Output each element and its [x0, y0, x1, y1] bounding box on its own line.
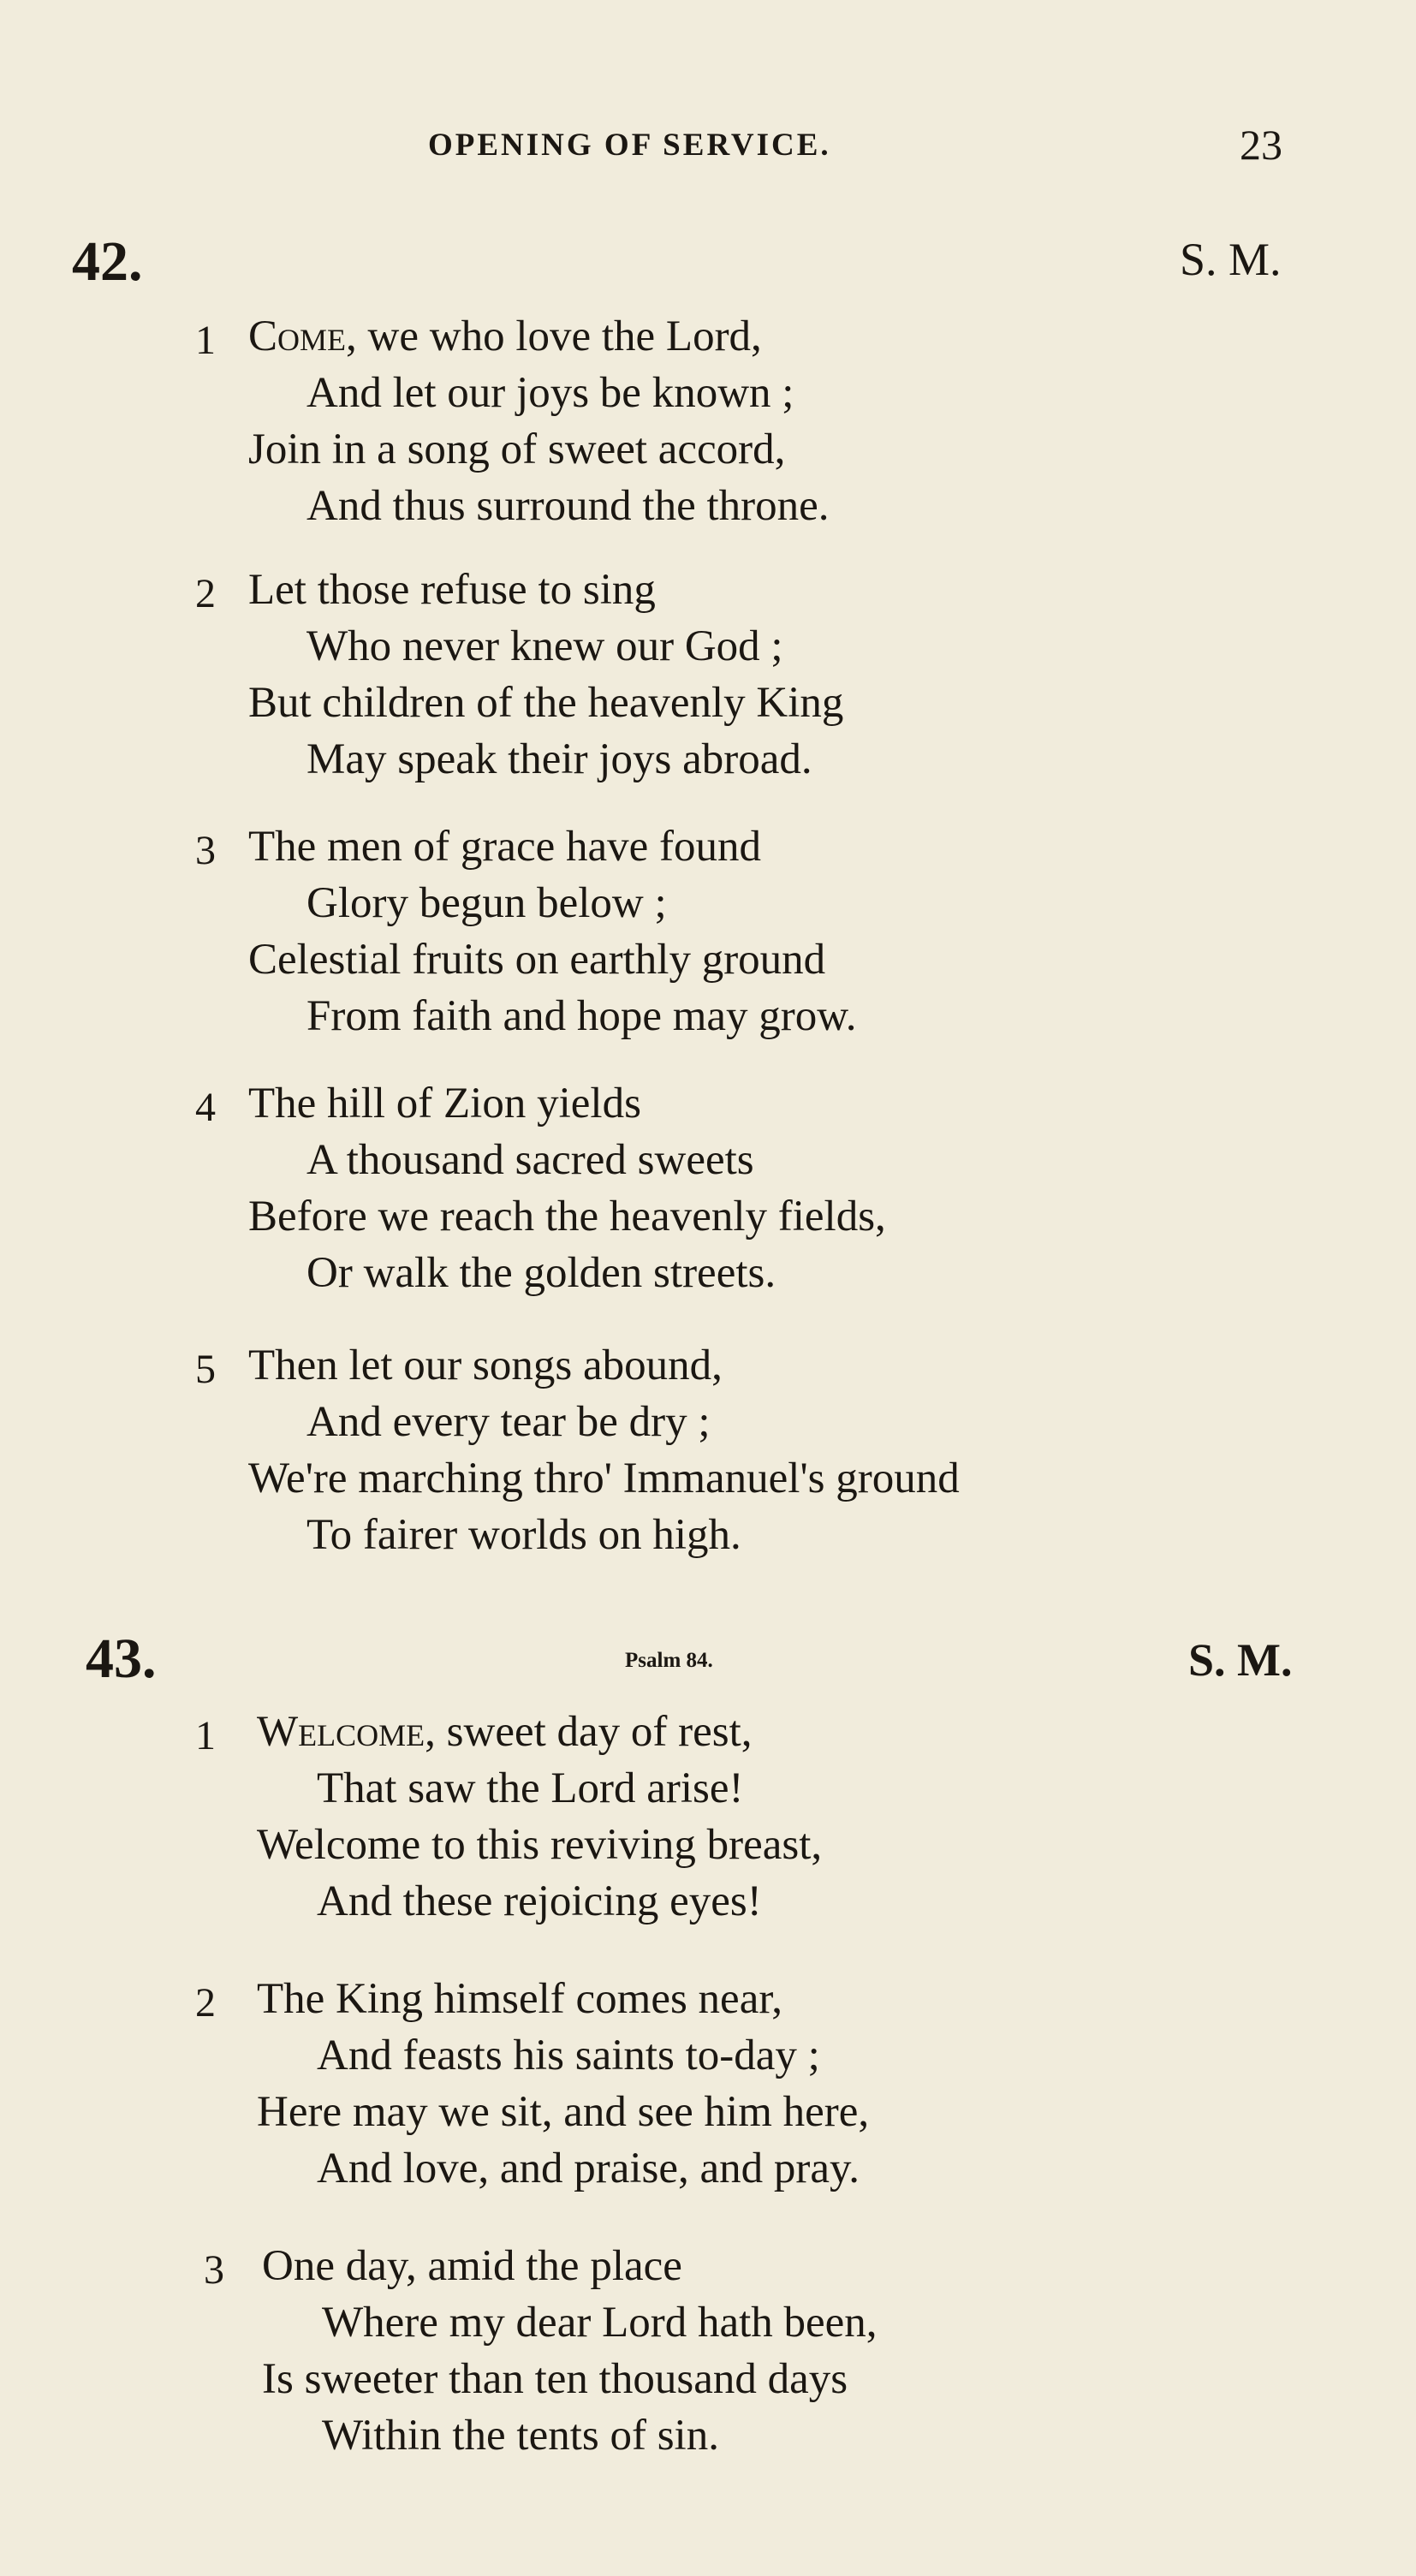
verse-line: A thousand sacred sweets	[306, 1136, 754, 1184]
first-word: Come,	[248, 312, 357, 360]
verse-line: Let those refuse to sing	[248, 566, 656, 614]
verse-line: Come, we who love the Lord,	[248, 312, 762, 360]
verse-line: The men of grace have found	[248, 823, 761, 871]
verse-line: And these rejoicing eyes!	[317, 1877, 762, 1925]
verse-line: Is sweeter than ten thousand days	[262, 2355, 848, 2403]
verse-line: And thus surround the throne.	[306, 482, 830, 530]
page-number: 23	[1240, 121, 1282, 169]
verse-line: Before we reach the heavenly fields,	[248, 1193, 886, 1240]
verse-line: And love, and praise, and pray.	[317, 2145, 860, 2192]
verse-line: To fairer worlds on high.	[306, 1511, 741, 1559]
verse-number: 5	[195, 1347, 216, 1392]
verse-line: And let our joys be known ;	[306, 369, 794, 417]
verse-number: 1	[195, 1713, 216, 1758]
verse-line: Welcome, sweet day of rest,	[257, 1708, 753, 1756]
verse-line: The King himself comes near,	[257, 1975, 783, 2023]
verse-line: From faith and hope may grow.	[306, 992, 857, 1040]
hymn-meter: S. M.	[1188, 1634, 1293, 1686]
verse-number: 2	[195, 571, 216, 616]
verse-line: Or walk the golden streets.	[306, 1249, 776, 1297]
hymn-number: 43.	[86, 1627, 157, 1690]
verse-line: Within the tents of sin.	[322, 2412, 719, 2460]
verse-line: Who never knew our God ;	[306, 622, 783, 670]
verse-line: May speak their joys abroad.	[306, 735, 812, 783]
verse-line: But children of the heavenly King	[248, 679, 844, 727]
verse-line: And feasts his saints to-day ;	[317, 2032, 820, 2079]
verse-line: Where my dear Lord hath been,	[322, 2299, 878, 2347]
verse-line: Then let our songs abound,	[248, 1342, 723, 1389]
verse-line: And every tear be dry ;	[306, 1398, 711, 1446]
verse-line: Join in a song of sweet accord,	[248, 425, 786, 473]
hymn-meter: S. M.	[1180, 234, 1282, 285]
running-head: OPENING OF SERVICE.	[428, 128, 831, 163]
scripture-reference: Psalm 84.	[625, 1649, 713, 1672]
verse-line: Glory begun below ;	[306, 879, 667, 927]
verse-line: Welcome to this reviving breast,	[257, 1821, 823, 1869]
verse-number: 3	[195, 828, 216, 873]
verse-line: Here may we sit, and see him here,	[257, 2088, 870, 2136]
verse-line: That saw the Lord arise!	[317, 1764, 744, 1812]
verse-number: 4	[195, 1085, 216, 1130]
verse-line: We're marching thro' Immanuel's ground	[248, 1455, 960, 1502]
verse-number: 1	[195, 318, 216, 363]
verse-line: One day, amid the place	[262, 2242, 682, 2290]
verse-number: 2	[195, 1980, 216, 2026]
hymn-number: 42.	[72, 230, 143, 293]
first-word: Welcome,	[257, 1708, 436, 1756]
verse-line: The hill of Zion yields	[248, 1080, 641, 1127]
verse-line: Celestial fruits on earthly ground	[248, 936, 826, 984]
verse-number: 3	[204, 2247, 224, 2293]
